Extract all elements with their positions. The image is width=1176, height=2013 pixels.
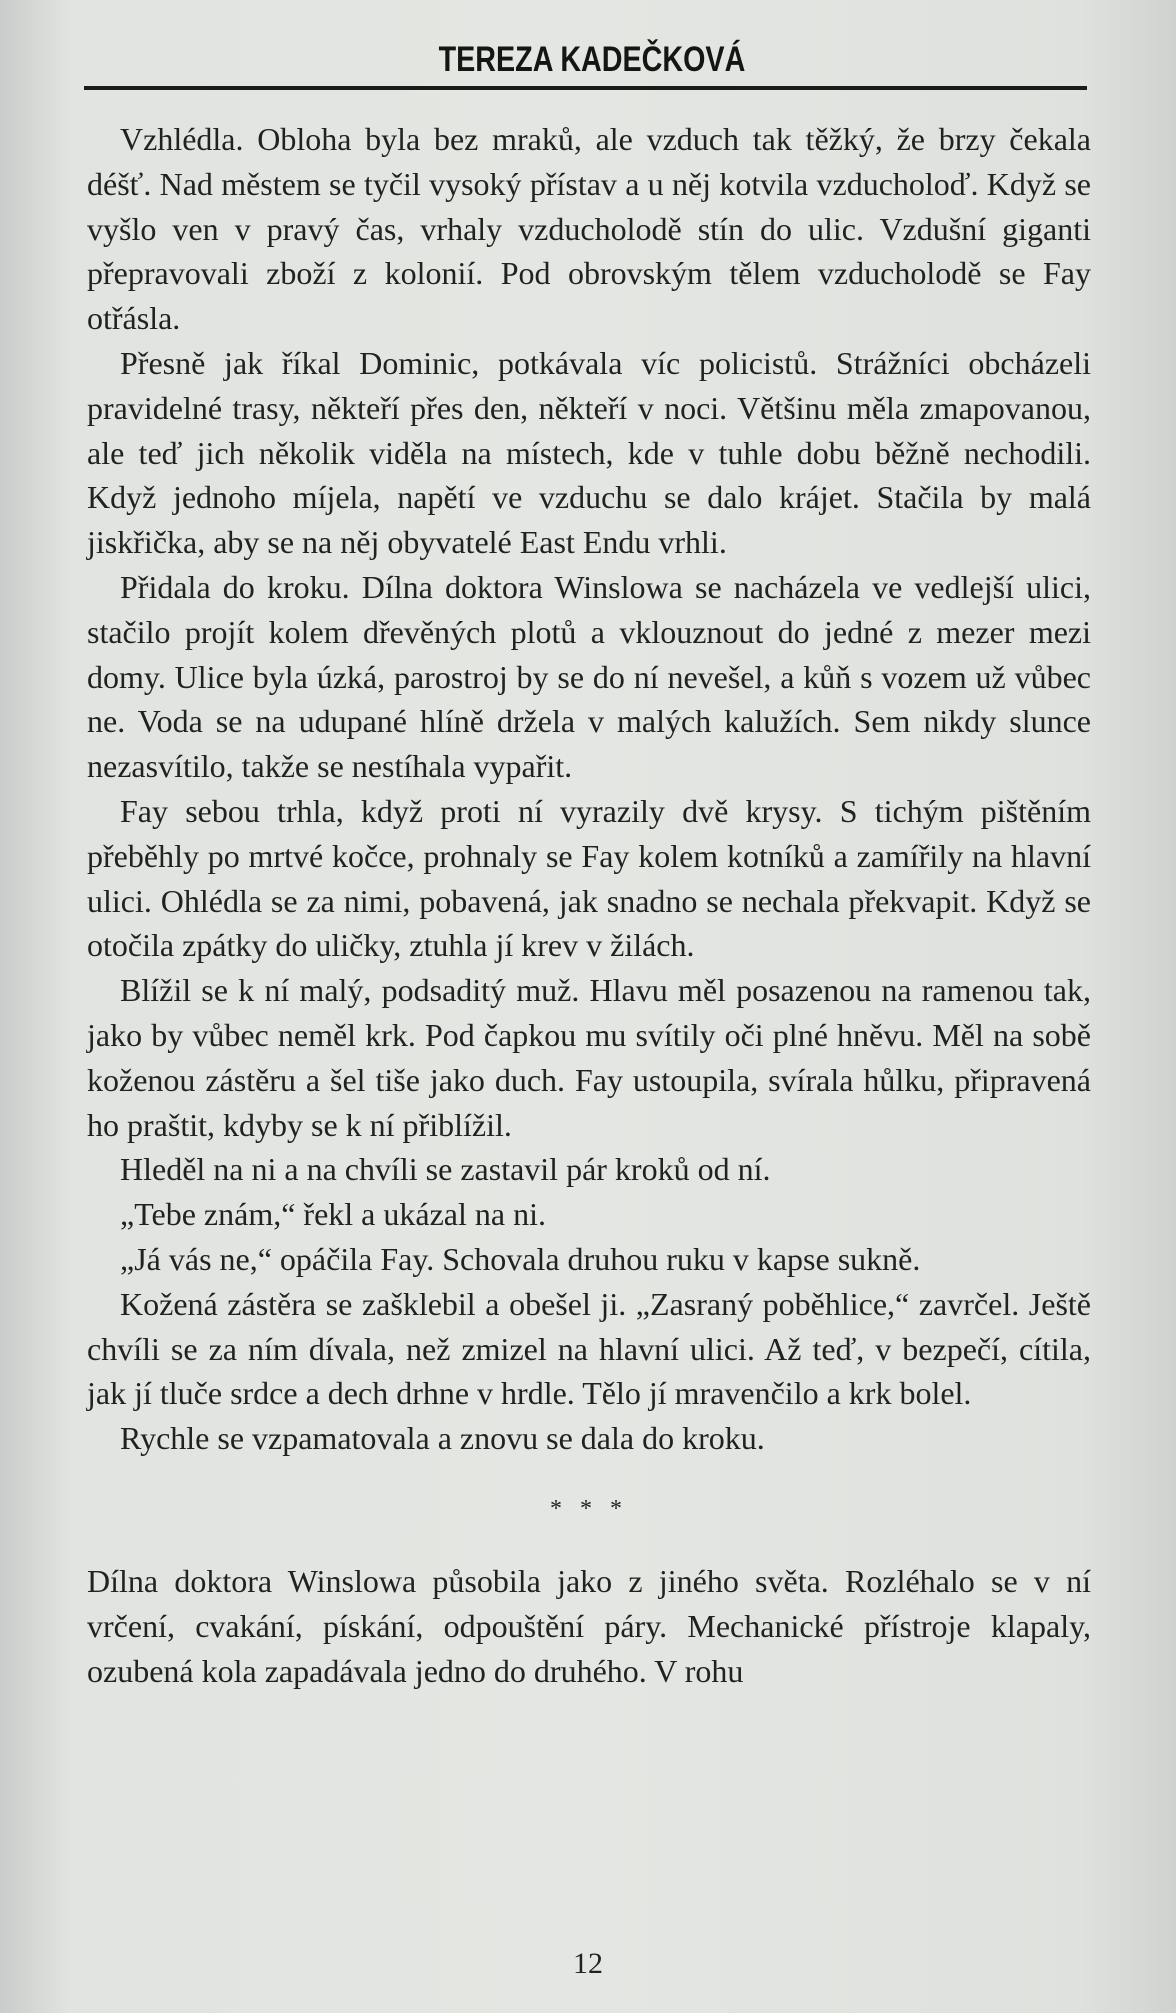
paragraph: Kožená zástěra se zašklebil a obešel ji. „Zasraný poběhlice,“ zavrčel. Ještě chvíli se za ním dívala, než zmizel na hlavní ulici. Až teď, v bezpečí, cítila, jak jí tluče srdce a dech drhne v hrdle. Tělo jí mravenčilo a krk bolel. [87, 1285, 1091, 1412]
paragraph: Blížil se k ní malý, podsaditý muž. Hlavu měl posazenou na ramenou tak, jako by vůbec neměl krk. Pod čapkou mu svítily oči plné hněvu. Měl na sobě koženou zástěru a šel tiše jako duch. Fay ustoupila, svírala hůlku, připravená ho praštit, kdyby se k ní přiblížil. [87, 972, 1091, 1143]
paragraph: Hleděl na ni a na chvíli se zastavil pár kroků od ní. [120, 1151, 771, 1188]
paragraph: Přesně jak říkal Dominic, potkávala víc policistů. Strážníci obcházeli pravidelné trasy, někteří přes den, někteří v noci. Většinu měla zmapovanou, ale teď jich několik viděla na místech, kde v tuhle dobu běžně nechodili. Když jednoho míjela, napětí ve vzduchu se dalo krájet. Stačila by malá jiskřička, aby se na něj obyvatelé East Endu vrhli. [87, 344, 1091, 561]
paragraph: Vzhlédla. Obloha byla bez mraků, ale vzduch tak těžký, že brzy čekala déšť. Nad městem se tyčil vysoký přístav a u něj kotvila vzducholoď. Když se vyšlo ven v pravý čas, vrhaly vzducholodě stín do ulic. Vzdušní giganti přepravovali zboží z kolonií. Pod obrovským tělem vzducholodě se Fay otřásla. [87, 121, 1091, 337]
section-break: * * * [550, 1495, 628, 1522]
paragraph: Fay sebou trhla, když proti ní vyrazily dvě krysy. S tichým pištěním přeběhly po mrtvé kočce, prohnaly se Fay kolem kotníků a zamířily na hlavní ulici. Ohlédla se za nimi, pobavená, jak snadno se nechala překvapit. Když se otočila zpátky do uličky, ztuhla jí krev v žilách. [87, 792, 1091, 964]
page-number: 12 [573, 1947, 603, 1980]
body-text [87, 117, 1091, 1693]
header-rule [84, 86, 1087, 90]
paragraph: „Já vás ne,“ opáčila Fay. Schovala druhou ruku v kapse sukně. [120, 1240, 921, 1277]
paragraph: Rychle se vzpamatovala a znovu se dala do kroku. [120, 1420, 765, 1457]
running-title: TEREZA KADEČKOVÁ [438, 40, 746, 79]
paragraph: Přidala do kroku. Dílna doktora Winslowa se nacházela ve vedlejší ulici, stačilo projít kolem dřevěných plotů a vklouznout do jedné z mezer mezi domy. Ulice byla úzká, parostroj by se do ní nevešel, a kůň s vozem už vůbec ne. Voda se na udupané hlíně držela v malých kalužích. Sem nikdy slunce nezasvítilo, takže se nestíhala vypařit. [87, 568, 1091, 785]
paragraph: „Tebe znám,“ řekl a ukázal na ni. [120, 1196, 546, 1233]
paragraph: Dílna doktora Winslowa působila jako z jiného světa. Rozléhalo se v ní vrčení, cvakání, pískání, odpouštění páry. Mechanické přístroje klapaly, ozubená kola zapadávala jedno do druhého. V rohu [87, 1562, 1091, 1689]
